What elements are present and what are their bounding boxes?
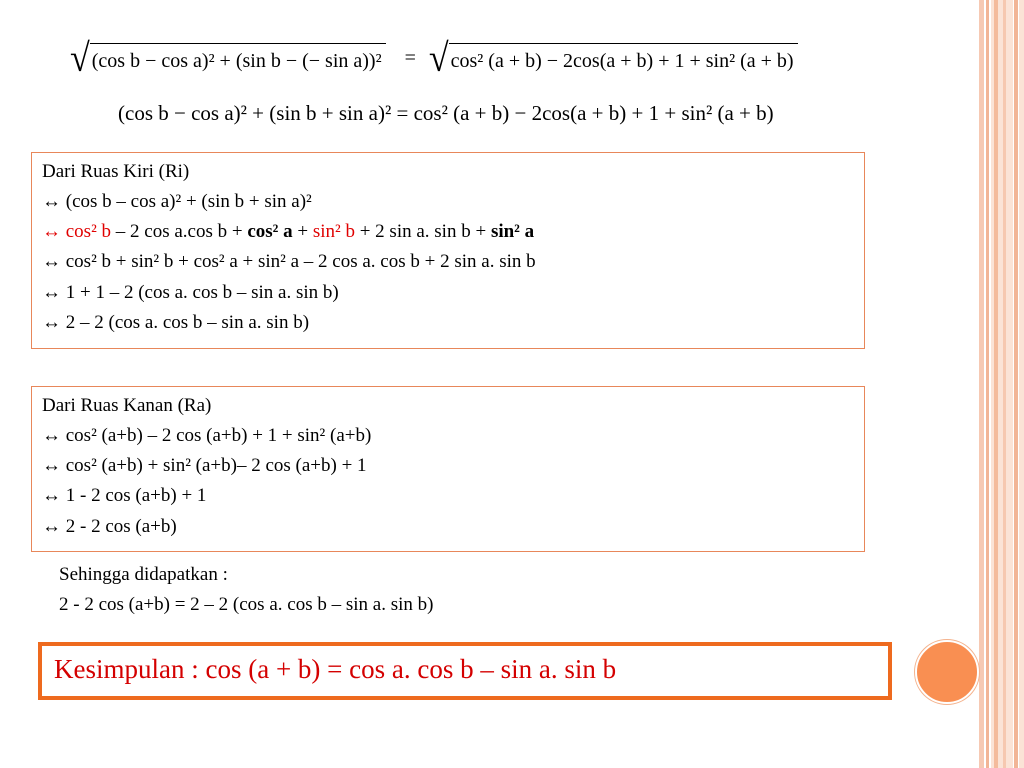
lhs-sqrt: √ (cos b − cos a)² + (sin b − (− sin a))² <box>70 40 386 76</box>
term-cos2a: cos² a <box>247 221 293 242</box>
right-side-box <box>31 386 865 552</box>
term-sin2a: sin² a <box>490 221 535 242</box>
term-text: + <box>292 221 313 242</box>
right-box-line: ↔ cos² (a+b) + sin² (a+b)– 2 cos (a+b) + 1 <box>42 455 367 476</box>
result-equation: 2 - 2 cos (a+b) = 2 – 2 (cos a. cos b – sin a. sin b) <box>59 594 434 615</box>
left-box-line: ↔ cos² b + sin² b + cos² a + sin² a – 2 cos a. cos b + 2 sin a. sin b <box>42 251 536 272</box>
arrow: ↔ <box>42 221 66 242</box>
right-box-line: ↔ cos² (a+b) – 2 cos (a+b) + 1 + sin² (a+b) <box>42 425 372 446</box>
rhs-sqrt: √ cos² (a + b) − 2cos(a + b) + 1 + sin² (a + b) <box>429 40 798 76</box>
left-box-line: ↔ 2 – 2 (cos a. cos b – sin a. sin b) <box>42 312 310 333</box>
term-cos2b: cos² b <box>65 221 112 242</box>
decor-stripe <box>986 0 989 768</box>
right-box-line: ↔ 1 - 2 cos (a+b) + 1 <box>42 485 207 506</box>
decor-circle <box>915 640 979 704</box>
left-box-line: ↔ 1 + 1 – 2 (cos a. cos b – sin a. sin b) <box>42 282 339 303</box>
left-box-line: ↔ (cos b – cos a)² + (sin b + sin a)² <box>42 191 312 212</box>
term-text: – 2 cos a.cos b + <box>111 221 248 242</box>
lhs-radicand: (cos b − cos a)² + (sin b − (− sin a))² <box>90 43 386 73</box>
rhs-radicand: cos² (a + b) − 2cos(a + b) + 1 + sin² (a + b) <box>449 43 798 73</box>
equation-squared: (cos b − cos a)² + (sin b + sin a)² = cos² (a + b) − 2cos(a + b) + 1 + sin² (a + b) <box>118 101 774 125</box>
conclusion-text: Kesimpulan : cos (a + b) = cos a. cos b – sin a. sin b <box>54 654 617 684</box>
equation-sqrt <box>70 36 798 86</box>
result-label: Sehingga didapatkan : <box>59 564 228 585</box>
decor-stripe <box>979 0 984 768</box>
decor-stripe <box>1019 0 1024 768</box>
conclusion-box <box>38 642 892 700</box>
decor-stripe <box>994 0 998 768</box>
decor-stripe <box>1003 0 1006 768</box>
term-text: + 2 sin a. sin b + <box>354 221 491 242</box>
right-box-title: Dari Ruas Kanan (Ra) <box>42 395 212 416</box>
equals-sign: = <box>404 46 416 69</box>
right-box-line: ↔ 2 - 2 cos (a+b) <box>42 516 177 537</box>
left-box-line-expanded <box>42 221 534 243</box>
left-box-title: Dari Ruas Kiri (Ri) <box>42 161 190 182</box>
term-sin2b: sin² b <box>312 221 355 242</box>
decor-stripe <box>1014 0 1018 768</box>
left-side-box <box>31 152 865 349</box>
